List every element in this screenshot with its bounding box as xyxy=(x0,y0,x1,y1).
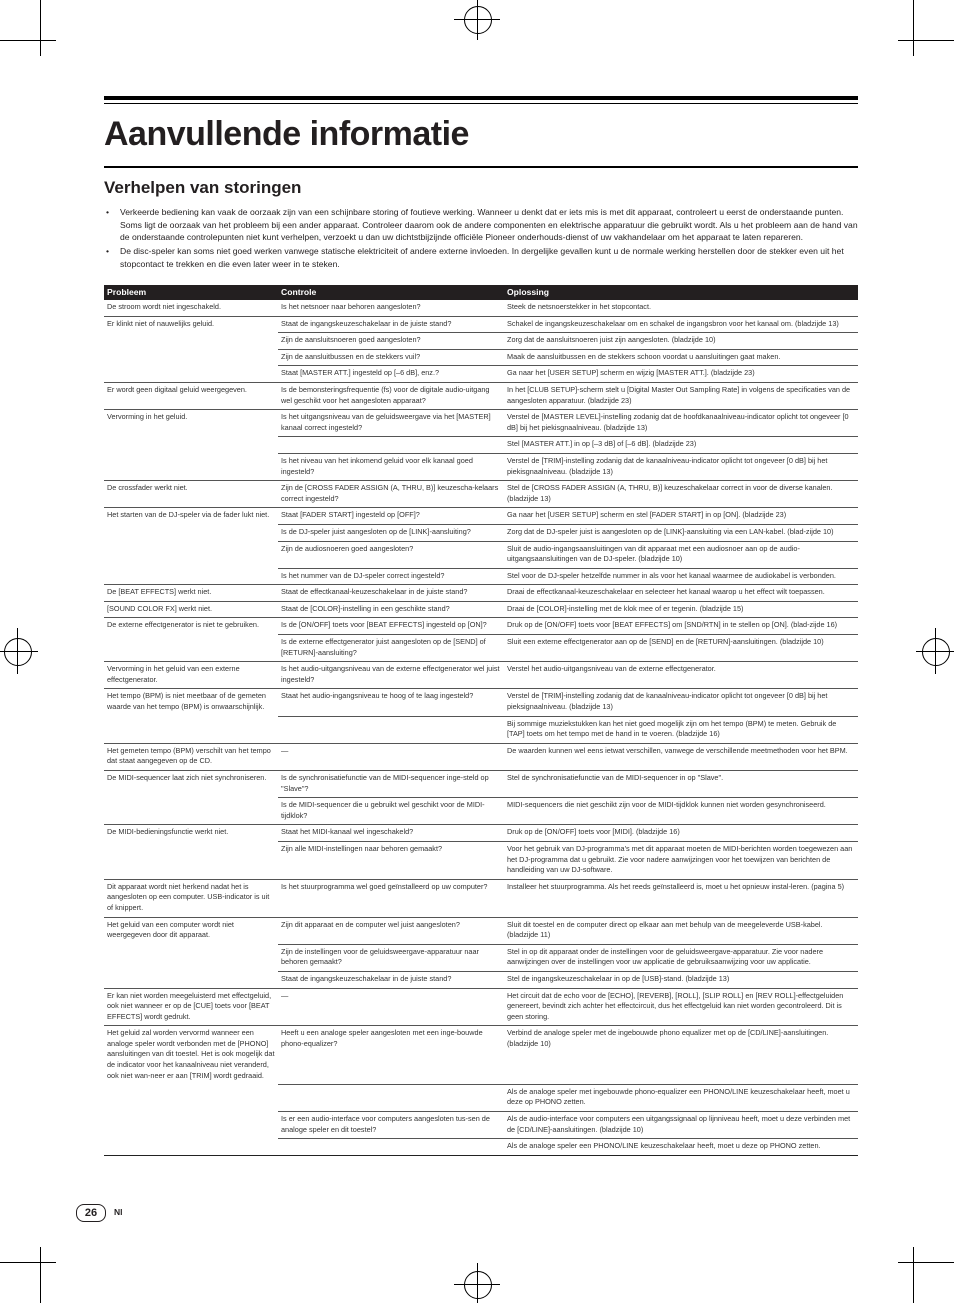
cell-controle: Staat het audio-ingangsniveau te hoog of te laag ingesteld? xyxy=(278,689,504,716)
cell-oplossing: Sluit dit toestel en de computer direct op elkaar aan met behulp van de meegeleverde USB-kabel. (bladzijde 11) xyxy=(504,917,858,944)
table-row xyxy=(104,662,858,689)
cell-probleem: Het tempo (BPM) is niet meetbaar of de gemeten waarde van het tempo (BPM) is onwaarschijnlijk. xyxy=(107,691,266,712)
cell-controle xyxy=(278,1139,504,1156)
cell-probleem: Het starten van de DJ-speler via de fader lukt niet. xyxy=(107,510,270,520)
cell-controle: Is er een audio-interface voor computers aangesloten tus-sen de analoge speler en dit toestel? xyxy=(278,1111,504,1138)
cell-probleem xyxy=(104,541,278,568)
cell-oplossing: Draai de effectkanaal-keuzeschakelaar en selecteer het kanaal waarop u het effect wilt toepassen. xyxy=(504,585,858,602)
table-row xyxy=(104,366,858,383)
table-row xyxy=(104,635,858,662)
cell-oplossing: Stel [MASTER ATT.] in op [–3 dB] of [–6 dB]. (bladzijde 23) xyxy=(504,437,858,454)
table-row xyxy=(104,689,858,716)
table-row xyxy=(104,410,858,437)
cell-controle: Zijn de aansluitbussen en de stekkers vuil? xyxy=(278,349,504,366)
table-row xyxy=(104,541,858,568)
cell-probleem xyxy=(104,944,278,971)
cell-controle: Staat de effectkanaal-keuzeschakelaar in de juiste stand? xyxy=(278,585,504,602)
cell-oplossing: Maak de aansluitbussen en de stekkers schoon voordat u aansluitingen gaat maken. xyxy=(504,349,858,366)
cell-probleem xyxy=(104,366,278,383)
cell-probleem xyxy=(104,1111,278,1138)
cell-oplossing: Ga naar het [USER SETUP] scherm en wijzig [MASTER ATT.]. (bladzijde 23) xyxy=(504,366,858,383)
cell-probleem xyxy=(104,798,278,825)
intro-list xyxy=(104,206,858,272)
cell-controle: Is de DJ-speler juist aangesloten op de [LINK]-aansluiting? xyxy=(278,524,504,541)
cell-probleem: De crossfader werkt niet. xyxy=(104,481,278,508)
cell-probleem xyxy=(104,437,278,454)
table-row xyxy=(104,798,858,825)
cell-oplossing: Druk op de [ON/OFF] toets voor [BEAT EFFECTS] om [SND/RTN] in te stellen op [ON]. (blad-zijde 16) xyxy=(504,618,858,635)
cell-oplossing: Draai de [COLOR]-instelling met de klok mee of er tegenin. (bladzijde 15) xyxy=(504,601,858,618)
table-row xyxy=(104,333,858,350)
cell-probleem: De externe effectgenerator is niet te gebruiken. xyxy=(107,620,259,630)
table-row xyxy=(104,316,858,333)
cell-oplossing: Bij sommige muziekstukken kan het niet goed mogelijk zijn om het tempo (BPM) te meten. Gebruik de [TAP] toets om het tempo met de hand in te voeren. (bladzijde 16) xyxy=(504,716,858,743)
cell-oplossing: Stel de ingangskeuzeschakelaar in op de [USB]-stand. (bladzijde 13) xyxy=(504,971,858,988)
cell-controle: Zijn de instellingen voor de geluidsweergave-apparatuur naar behoren gemaakt? xyxy=(278,944,504,971)
table-row xyxy=(104,524,858,541)
table-row xyxy=(104,716,858,743)
cell-controle: — xyxy=(278,743,504,770)
cell-controle: Heeft u een analoge speler aangesloten met een inge-bouwde phono-equalizer? xyxy=(278,1026,504,1084)
cell-controle: Is het netsnoer naar behoren aangesloten? xyxy=(278,300,504,316)
cell-oplossing: Verstel de [TRIM]-instelling zodanig dat de kanaalniveau-indicator oplicht tot ongeveer [0 dB] bij het piekisgnaalniveau. (bladzijde 13) xyxy=(504,453,858,480)
cell-probleem: Er kan niet worden meegeluisterd met effectgeluid, ook niet wanneer er op de [CUE] toets voor [BEAT EFFECTS] wordt gedrukt. xyxy=(104,988,278,1026)
header-oplossing: Oplossing xyxy=(504,285,858,300)
cell-probleem xyxy=(104,333,278,350)
cell-controle: Is de bemonsteringsfrequentie (fs) voor de digitale audio-uitgang wel geschikt voor het aangesloten apparaat? xyxy=(278,382,504,409)
cell-controle: Is het niveau van het inkomend geluid voor elk kanaal goed ingesteld? xyxy=(278,453,504,480)
cell-controle xyxy=(278,1084,504,1111)
cell-probleem xyxy=(104,971,278,988)
cell-controle: Is het stuurprogramma wel goed geïnstalleerd op uw computer? xyxy=(278,879,504,917)
cell-controle: Zijn de [CROSS FADER ASSIGN (A, THRU, B)] keuzescha-kelaars correct ingesteld? xyxy=(278,481,504,508)
page-number: 26 xyxy=(76,1204,106,1222)
table-row xyxy=(104,988,858,1026)
cell-oplossing: De waarden kunnen wel eens ietwat verschillen, vanwege de verschillende meetmethoden voor het BPM. xyxy=(504,743,858,770)
cell-oplossing: Als de audio-interface voor computers een uitgangssignaal op lijnniveau heeft, moet u deze verbinden met de [CD/LINE]-aansluitingen. (bladzijde 10) xyxy=(504,1111,858,1138)
cell-controle: Staat de [COLOR]-instelling in een geschikte stand? xyxy=(278,601,504,618)
intro-item: • De disc-speler kan soms niet goed werken vanwege statische elektriciteit of andere externe invloeden. In dergelijke gevallen kunt u de normale werking herstellen door de stekker even uit het stopcontact te trekken en die even later weer in te steken. xyxy=(104,245,858,270)
cell-probleem xyxy=(104,635,278,662)
cell-controle: Staat het MIDI-kanaal wel ingeschakeld? xyxy=(278,825,504,842)
cell-oplossing: Ga naar het [USER SETUP] scherm en stel [FADER START] in op [ON]. (bladzijde 23) xyxy=(504,508,858,525)
table-body xyxy=(104,300,858,1155)
cell-oplossing: Sluit een externe effectgenerator aan op de [SEND] en de [RETURN]-aansluitingen. (bladzijde 10) xyxy=(504,635,858,662)
cell-probleem xyxy=(104,568,278,585)
section-rule xyxy=(104,166,858,168)
cell-probleem: Het gemeten tempo (BPM) verschilt van het tempo dat staat aangegeven op de CD. xyxy=(104,743,278,770)
header-controle: Controle xyxy=(278,285,504,300)
intro-item: • Verkeerde bediening kan vaak de oorzaak zijn van een schijnbare storing of foutieve werking. Wanneer u denkt dat er iets mis is met dit apparaat, controleert u eerst de onderstaande punten. Soms ligt de oorzaak van het probleem bij een ander apparaat. Controleer daarom ook de andere componenten en elektrische apparatuur die gebruikt wordt. Als u het probleem aan de hand van de onderstaande controlepunten niet kunt verhelpen, verzoekt u dan uw dichtstbijzijnde officiële Pioneer onderhouds-dienst of uw vakhandelaar om het apparaat te laten repareren. xyxy=(104,206,858,244)
cell-controle: Zijn de aansluitsnoeren goed aangesloten? xyxy=(278,333,504,350)
table-row xyxy=(104,481,858,508)
cell-oplossing: Schakel de ingangskeuzeschakelaar om en schakel de ingangsbron voor het kanaal om. (bladzijde 13) xyxy=(504,316,858,333)
cell-probleem: Het geluid van een computer wordt niet weergegeven door dit apparaat. xyxy=(107,919,234,940)
cell-controle: Is de MIDI-sequencer die u gebruikt wel geschikt voor de MIDI-tijdklok? xyxy=(278,798,504,825)
cell-oplossing: Het circuit dat de echo voor de [ECHO], [REVERB], [ROLL], [SLIP ROLL] en [REV ROLL]-effectgeluiden genereert, bevindt zich achter het effectcircuit, dus het effectgeluid kan niet worden gecontroleerd. Dit is geen storing. xyxy=(504,988,858,1026)
cell-oplossing: Verstel de [TRIM]-instelling zodanig dat de kanaalniveau-indicator oplicht tot ongeveer [0 dB] bij het pieksignaalniveau. (bladzijde 13) xyxy=(504,689,858,716)
table-row xyxy=(104,349,858,366)
cell-controle: Is de [ON/OFF] toets voor [BEAT EFFECTS] ingesteld op [ON]? xyxy=(278,618,504,635)
table-row xyxy=(104,771,858,798)
cell-oplossing: Voor het gebruik van DJ-programma's met dit apparaat moeten de MIDI-berichten worden toegewezen aan het DJ-programma dat u gebruikt. Zie voor nadere aanwijzingen voor het toewijzen van berichten de handleiding van uw DJ-software. xyxy=(504,841,858,879)
cell-oplossing: Steek de netsnoerstekker in het stopcontact. xyxy=(504,300,858,316)
cell-oplossing: Druk op de [ON/OFF] toets voor [MIDI]. (bladzijde 16) xyxy=(504,825,858,842)
cell-controle: Is het audio-uitgangsniveau van de externe effectgenerator wel juist ingesteld? xyxy=(278,662,504,689)
cell-probleem: Dit apparaat wordt niet herkend nadat het is aangesloten op een computer. USB-indicator is uit of knippert. xyxy=(104,879,278,917)
table-row xyxy=(104,585,858,602)
cell-oplossing: In het [CLUB SETUP]-scherm stelt u [Digital Master Out Sampling Rate] in volgens de specificaties van de aangesloten apparatuur. (bladzijde 23) xyxy=(504,382,858,409)
cell-oplossing: Als de analoge speler met ingebouwde phono-equalizer een PHONO/LINE keuzeschakelaar heeft, moet u deze op PHONO zetten. xyxy=(504,1084,858,1111)
cell-controle: Staat [MASTER ATT.] ingesteld op [–6 dB], enz.? xyxy=(278,366,504,383)
cell-oplossing: Stel de synchronisatiefunctie van de MIDI-sequencer in op "Slave". xyxy=(504,771,858,798)
table-row xyxy=(104,508,858,525)
cell-probleem: De stroom wordt niet ingeschakeld. xyxy=(104,300,278,316)
table-row xyxy=(104,944,858,971)
table-row xyxy=(104,618,858,635)
table-row xyxy=(104,1084,858,1111)
cell-controle: Is het uitgangsniveau van de geluidsweergave via het [MASTER] kanaal correct ingesteld? xyxy=(278,410,504,437)
table-row xyxy=(104,300,858,316)
cell-probleem: Het geluid zal worden vervormd wanneer een analoge speler wordt verbonden met de [PHONO] aansluitingen van dit toestel. Het is ook mogelijk dat de indicator voor het kanaalniveau niet veranderd, ook niet wan-neer er aan [TRIM] wordt gedraaid. xyxy=(107,1028,275,1080)
table-row xyxy=(104,1111,858,1138)
cell-probleem: De MIDI-sequencer laat zich niet synchroniseren. xyxy=(107,773,267,782)
cell-oplossing: Als de analoge speler een PHONO/LINE keuzeschakelaar heeft, moet u deze op PHONO zetten. xyxy=(504,1139,858,1156)
cell-probleem xyxy=(104,524,278,541)
cell-probleem: Er wordt geen digitaal geluid weergegeven. xyxy=(104,382,278,409)
cell-oplossing: Verstel de [MASTER LEVEL]-instelling zodanig dat de hoofdkanaalniveau-indicator oplicht tot ongeveer [0 dB] bij het piekisgnaalniveau. (bladzijde 13) xyxy=(504,410,858,437)
page-title: Aanvullende informatie xyxy=(104,115,469,153)
cell-oplossing: Zorg dat de aansluitsnoeren juist zijn aangesloten. (bladzijde 10) xyxy=(504,333,858,350)
cell-probleem xyxy=(104,349,278,366)
cell-controle: Is het nummer van de DJ-speler correct ingesteld? xyxy=(278,568,504,585)
cell-oplossing: Verbind de analoge speler met de ingebouwde phono equalizer met op de [CD/LINE]-aansluitingen. (bladzijde 10) xyxy=(504,1026,858,1084)
cell-controle: Zijn de audiosnoeren goed aangesloten? xyxy=(278,541,504,568)
cell-probleem xyxy=(104,453,278,480)
table-row xyxy=(104,568,858,585)
table-row xyxy=(104,382,858,409)
table-row xyxy=(104,743,858,770)
title-rule xyxy=(104,96,858,100)
cell-probleem xyxy=(104,1139,278,1156)
table-row xyxy=(104,437,858,454)
cell-probleem xyxy=(104,1084,278,1111)
table-row xyxy=(104,841,858,879)
cell-controle: Zijn dit apparaat en de computer wel juist aangesloten? xyxy=(278,917,504,944)
cell-probleem: Vervorming in het geluid. xyxy=(107,412,188,422)
cell-probleem: De [BEAT EFFECTS] werkt niet. xyxy=(104,585,278,602)
section-title: Verhelpen van storingen xyxy=(104,178,302,197)
cell-oplossing: Stel in op dit apparaat onder de instellingen voor de geluidsweergave-apparatuur. Zie voor nadere aanwijzingen over de instellingen voor uw applicatie de gebruiksaanwijzing voor uw applicatie. xyxy=(504,944,858,971)
cell-oplossing: Verstel het audio-uitgangsniveau van de externe effectgenerator. xyxy=(504,662,858,689)
cell-controle: Zijn alle MIDI-instellingen naar behoren gemaakt? xyxy=(278,841,504,879)
table-row xyxy=(104,917,858,944)
cell-oplossing: Stel de [CROSS FADER ASSIGN (A, THRU, B)] keuzeschakelaar correct in voor de diverse kanalen. (bladzijde 13) xyxy=(504,481,858,508)
table-row xyxy=(104,453,858,480)
cell-controle: Is de externe effectgenerator juist aangesloten op de [SEND] of [RETURN]-aansluiting? xyxy=(278,635,504,662)
cell-oplossing: Stel voor de DJ-speler hetzelfde nummer in als voor het kanaal waarmee de audiokabel is verbonden. xyxy=(504,568,858,585)
language-code: Nl xyxy=(114,1207,123,1217)
troubleshooting-table xyxy=(104,285,858,1156)
cell-oplossing: Sluit de audio-ingangsaansluitingen van dit apparaat met een audiosnoer aan op de audio-uitgangsaansluitingen van de DJ-speler. (bladzijde 10) xyxy=(504,541,858,568)
cell-controle xyxy=(278,437,504,454)
cell-controle: Is de synchronisatiefunctie van de MIDI-sequencer inge-steld op "Slave"? xyxy=(278,771,504,798)
cell-controle xyxy=(278,716,504,743)
table-row xyxy=(104,1026,858,1084)
cell-probleem xyxy=(104,841,278,879)
cell-controle: Staat [FADER START] ingesteld op [OFF]? xyxy=(278,508,504,525)
cell-controle: — xyxy=(278,988,504,1026)
table-row xyxy=(104,601,858,618)
cell-controle: Staat de ingangskeuzeschakelaar in de juiste stand? xyxy=(278,971,504,988)
header-probleem: Probleem xyxy=(104,285,278,300)
cell-oplossing: Zorg dat de DJ-speler juist is aangesloten op de [LINK]-aansluiting via een LAN-kabel. (blad-zijde 10) xyxy=(504,524,858,541)
cell-probleem xyxy=(104,716,278,743)
table-row xyxy=(104,1139,858,1156)
cell-controle: Staat de ingangskeuzeschakelaar in de juiste stand? xyxy=(278,316,504,333)
title-rule-thin xyxy=(104,103,858,104)
cell-oplossing: MIDI-sequencers die niet geschikt zijn voor de MIDI-tijdklok kunnen niet worden gesynchroniseerd. xyxy=(504,798,858,825)
table-row xyxy=(104,879,858,917)
table-row xyxy=(104,971,858,988)
table-header-row xyxy=(104,285,858,300)
cell-probleem: Er klinkt niet of nauwelijks geluid. xyxy=(107,318,215,328)
cell-probleem: Vervorming in het geluid van een externe effectgenerator. xyxy=(104,662,278,689)
cell-probleem: De MIDI-bedieningsfunctie werkt niet. xyxy=(107,827,229,837)
cell-probleem: [SOUND COLOR FX] werkt niet. xyxy=(104,601,278,618)
cell-oplossing: Installeer het stuurprogramma. Als het reeds geïnstalleerd is, moet u het opnieuw instal-leren. (pagina 5) xyxy=(504,879,858,917)
table-row xyxy=(104,825,858,842)
